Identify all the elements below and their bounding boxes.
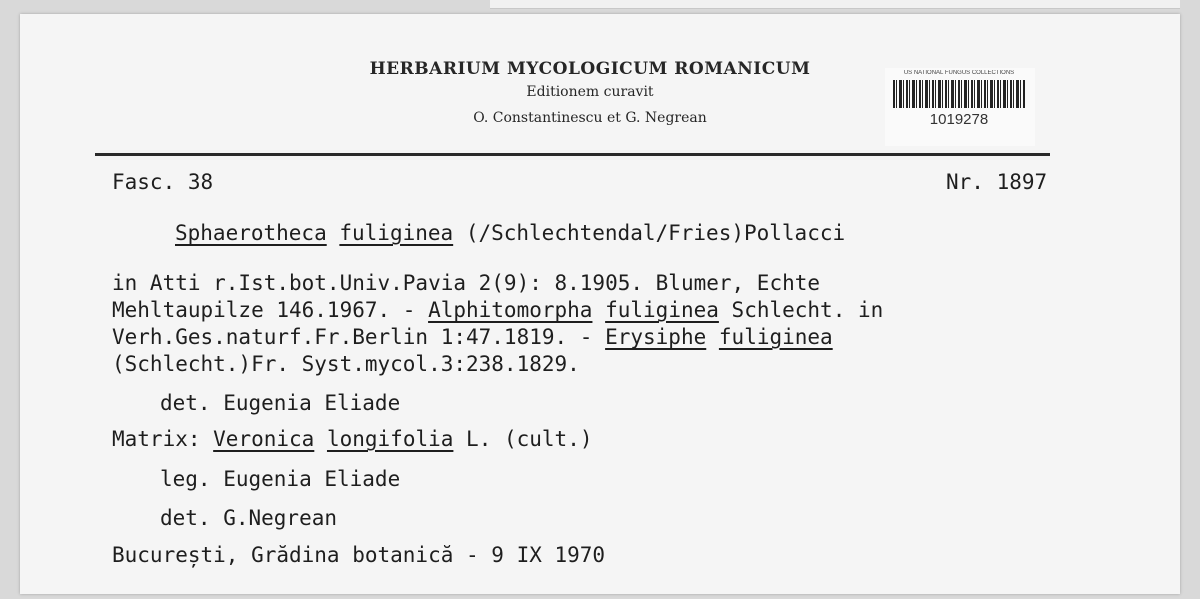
fascicle-number: Fasc. 38	[112, 170, 214, 194]
citation-line-3	[112, 325, 833, 349]
locality-date: București, Grădina botanică - 9 IX 1970	[112, 543, 606, 567]
determiner-1: det. Eugenia Eliade	[160, 391, 401, 415]
synonym-epithet: fuliginea	[605, 298, 719, 322]
header-divider	[95, 153, 1050, 156]
synonym-genus: Alphitomorpha	[428, 298, 593, 322]
citation-line-2	[112, 298, 883, 322]
barcode-caption: US NATIONAL FUNGUS COLLECTIONS	[903, 70, 1015, 76]
specimen-number: Nr. 1897	[946, 170, 1048, 194]
matrix-label: Matrix:	[112, 427, 214, 451]
herbarium-title: HERBARIUM MYCOLOGICUM ROMANICUM	[369, 59, 811, 79]
citation-text: Verh.Ges.naturf.Fr.Berlin 1:47.1819. -	[112, 325, 606, 349]
species-name	[175, 221, 845, 245]
collector: leg. Eugenia Eliade	[160, 467, 401, 491]
species-genus: Sphaerotheca	[175, 221, 327, 245]
matrix-epithet: longifolia	[326, 427, 454, 451]
synonym-epithet: fuliginea	[718, 325, 833, 349]
determiner-2: det. G.Negrean	[160, 506, 338, 530]
matrix-rest: L. (cult.)	[453, 427, 593, 451]
citation-line-4: (Schlecht.)Fr. Syst.mycol.3:238.1829.	[112, 352, 580, 376]
species-authority: (/Schlechtendal/Fries)Pollacci	[465, 221, 846, 245]
species-epithet: fuliginea	[339, 221, 454, 245]
adjacent-sheet-edge	[490, 0, 1180, 9]
citation-text: Schlecht. in	[718, 298, 884, 322]
herbarium-editors: O. Constantinescu et G. Negrean	[473, 110, 707, 126]
synonym-genus: Erysiphe	[605, 325, 707, 349]
citation-line-1: in Atti r.Ist.bot.Univ.Pavia 2(9): 8.1905. Blumer, Echte	[112, 271, 821, 295]
matrix-line	[112, 427, 592, 451]
barcode-icon	[893, 80, 1025, 108]
citation-text: Mehltaupilze 146.1967. -	[112, 298, 429, 322]
barcode-number: 1019278	[929, 111, 989, 128]
matrix-genus: Veronica	[213, 427, 315, 451]
herbarium-subtitle: Editionem curavit	[526, 84, 654, 100]
